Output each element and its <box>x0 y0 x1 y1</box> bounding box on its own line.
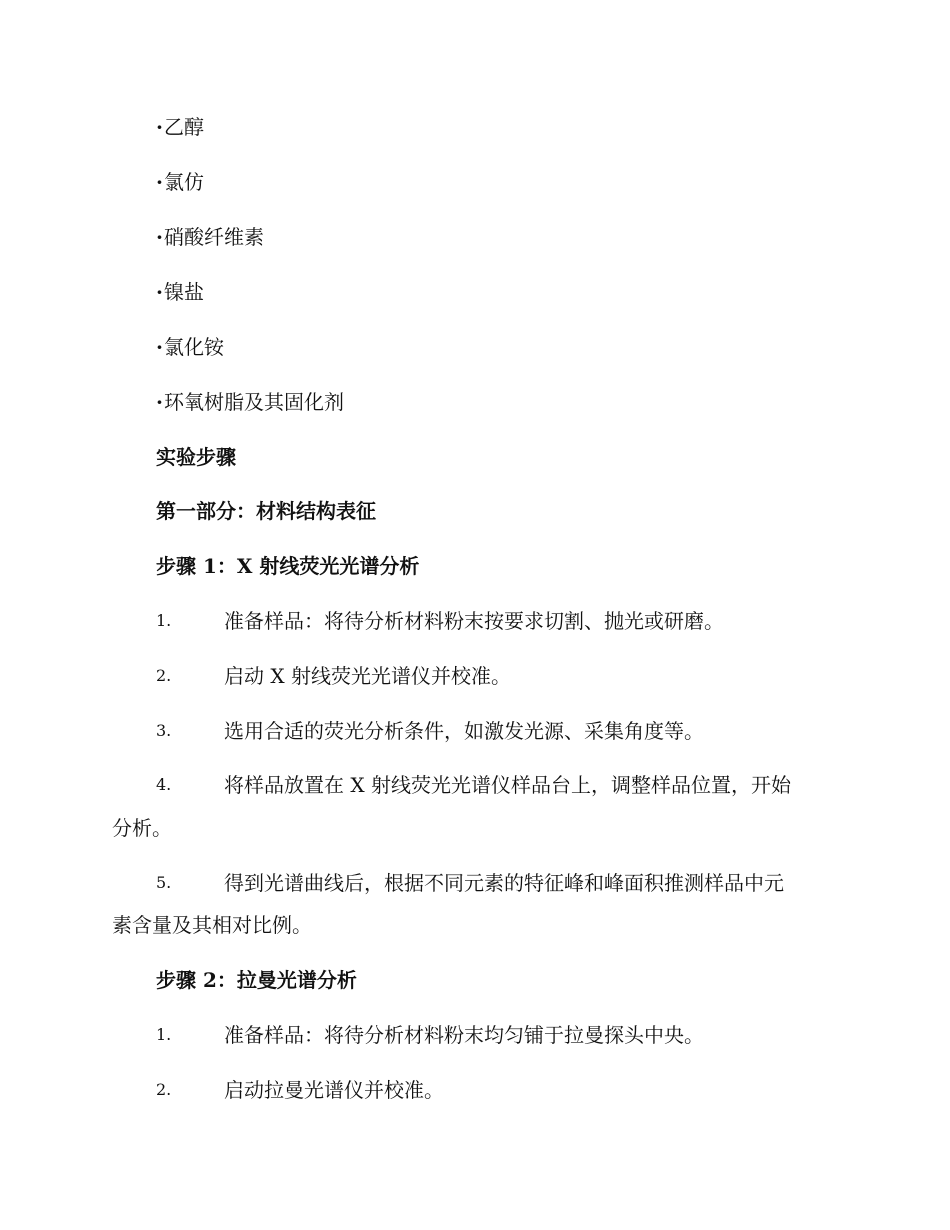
material-item-text: 环氧树脂及其固化剂 <box>164 390 344 414</box>
step1-item-text: 选用合适的荧光分析条件，如激发光源、采集角度等。 <box>224 719 704 743</box>
material-item <box>156 113 204 141</box>
material-item-text: 乙醇 <box>164 115 204 139</box>
bullet-marker: · <box>156 335 163 359</box>
material-item-text: 氯仿 <box>164 170 204 194</box>
bullet-marker: · <box>156 280 163 304</box>
section-heading: 实验步骤 <box>156 445 236 469</box>
bullet-marker: · <box>156 390 163 414</box>
step1-item-text: 将样品放置在 X 射线荧光光谱仪样品台上，调整样品位置，开始 <box>224 773 791 797</box>
step1-item-number: 5. <box>156 873 172 892</box>
step1-item-number: 1. <box>156 611 172 630</box>
step2-item-number: 2. <box>156 1080 172 1099</box>
step2-item-number: 1. <box>156 1025 172 1044</box>
bullet-marker: · <box>156 225 163 249</box>
step1-item-continuation: 分析。 <box>112 816 172 840</box>
part-heading: 第一部分：材料结构表征 <box>156 499 376 523</box>
step1-item-continuation: 素含量及其相对比例。 <box>112 913 312 937</box>
bullet-marker: · <box>156 115 163 139</box>
material-item-text: 硝酸纤维素 <box>164 225 264 249</box>
material-item <box>156 388 344 416</box>
step2-item-text: 启动拉曼光谱仪并校准。 <box>224 1078 444 1102</box>
step1-heading: 步骤 1：X 射线荧光光谱分析 <box>156 554 420 578</box>
step1-item-text: 启动 X 射线荧光光谱仪并校准。 <box>224 664 511 688</box>
step2-heading: 步骤 2：拉曼光谱分析 <box>156 968 357 992</box>
material-item-text: 氯化铵 <box>164 335 224 359</box>
step1-item-number: 3. <box>156 721 172 740</box>
material-item <box>156 278 204 306</box>
material-item <box>156 168 204 196</box>
step1-item-number: 4. <box>156 775 172 794</box>
step1-item-number: 2. <box>156 666 172 685</box>
bullet-marker: · <box>156 170 163 194</box>
step1-item-text: 准备样品：将待分析材料粉末按要求切割、抛光或研磨。 <box>224 609 724 633</box>
material-item <box>156 223 264 251</box>
material-item <box>156 333 224 361</box>
step1-item-text: 得到光谱曲线后，根据不同元素的特征峰和峰面积推测样品中元 <box>224 871 784 895</box>
material-item-text: 镍盐 <box>164 280 204 304</box>
step2-item-text: 准备样品：将待分析材料粉末均匀铺于拉曼探头中央。 <box>224 1023 704 1047</box>
